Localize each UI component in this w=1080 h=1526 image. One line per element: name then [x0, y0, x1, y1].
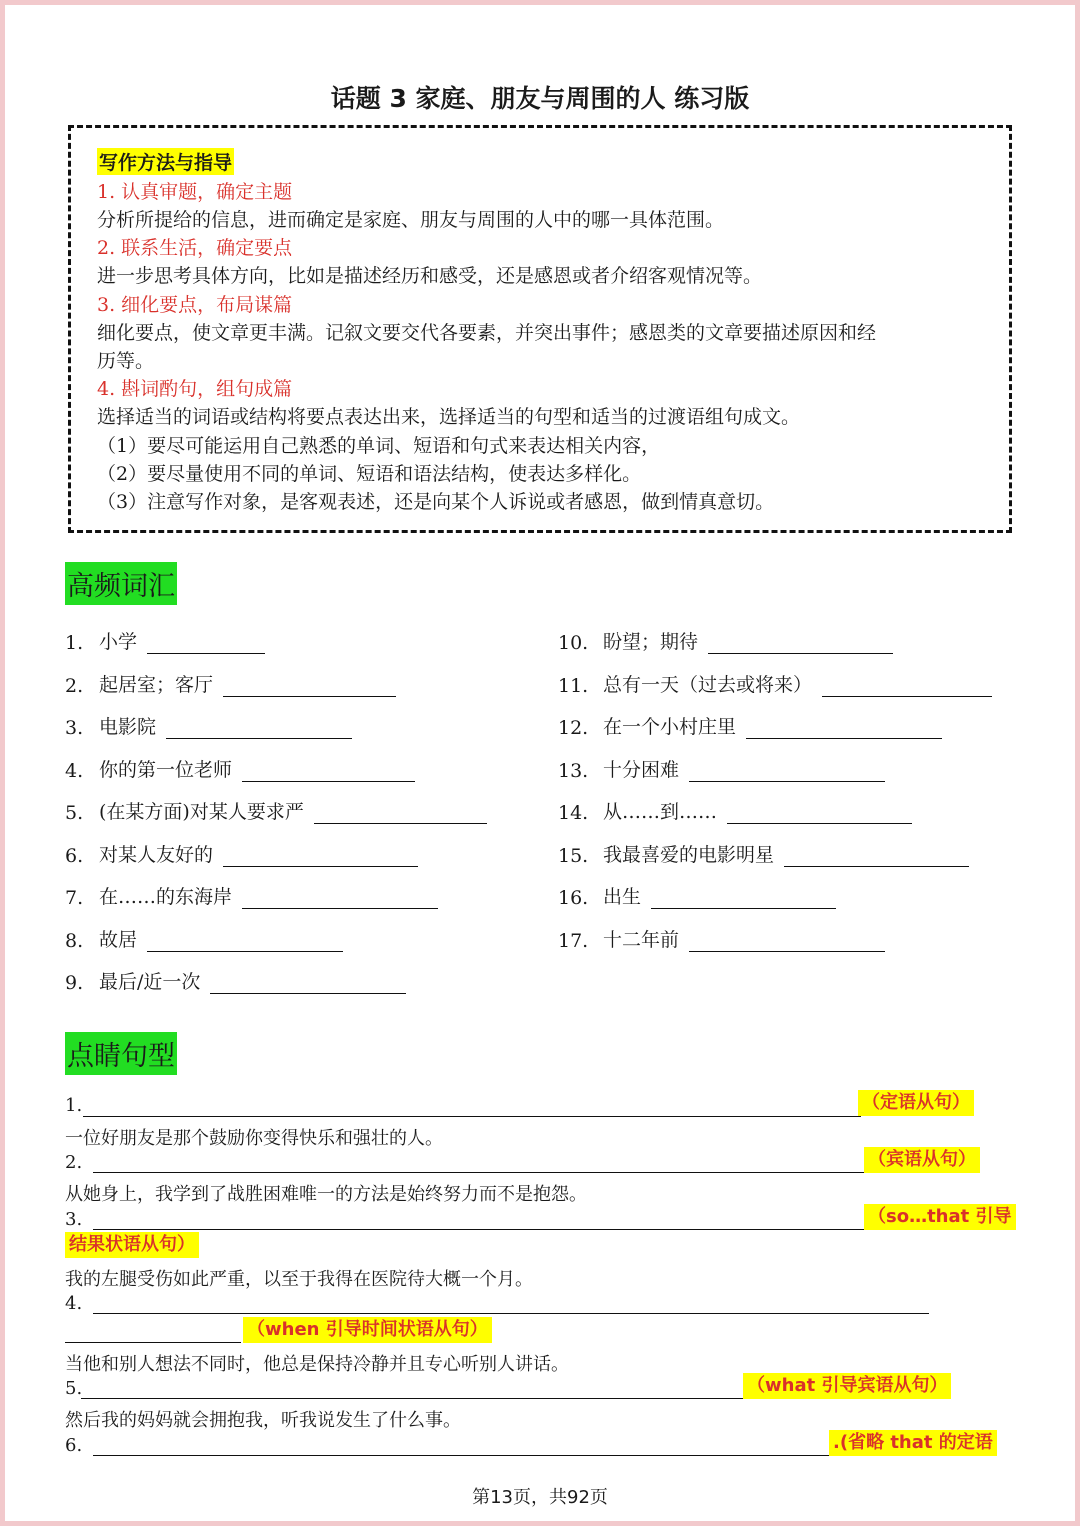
vocab-num: 10.: [558, 632, 589, 654]
vocab-item: [65, 840, 418, 867]
vocab-item: [558, 712, 942, 739]
answer-blank[interactable]: [784, 844, 969, 867]
answer-blank[interactable]: [822, 674, 992, 697]
vocab-item: [558, 755, 885, 782]
vocab-term: 十分困难: [603, 759, 680, 781]
vocab-item: [65, 670, 396, 697]
sentences-heading: 点睛句型: [65, 1032, 177, 1075]
vocab-term: 从……到……: [603, 801, 718, 823]
grammar-tag: （when 引导时间状语从句）: [243, 1317, 492, 1343]
vocab-term: 在一个小村庄里: [603, 716, 737, 738]
grammar-tag: （so…that 引导: [864, 1204, 1016, 1230]
vocab-num: 3.: [65, 717, 84, 739]
vocab-item: [558, 627, 893, 654]
grammar-tag: .(省略 that 的定语: [829, 1430, 997, 1456]
guide-text: （1）要尽可能运用自己熟悉的单词、短语和句式来表达相关内容，: [97, 435, 661, 457]
sentence-chinese: 一位好朋友是那个鼓励你变得快乐和强壮的人。: [65, 1128, 443, 1149]
vocab-item: [558, 797, 912, 824]
vocab-num: 8.: [65, 930, 84, 952]
grammar-tag: （what 引导宾语从句）: [743, 1373, 951, 1399]
guide-step-title: 3. 细化要点，布局谋篇: [97, 294, 293, 316]
sentence-num: 5.: [65, 1378, 83, 1399]
vocab-num: 14.: [558, 802, 589, 824]
sentence-chinese: 我的左腿受伤如此严重，以至于我得在医院待大概一个月。: [65, 1269, 533, 1290]
vocab-num: 1.: [65, 632, 84, 654]
answer-line[interactable]: [65, 1342, 241, 1343]
sentence-chinese: 当他和别人想法不同时，他总是保持冷静并且专心听别人讲话。: [65, 1354, 569, 1375]
vocab-item: [558, 882, 836, 909]
sentence-num: 3.: [65, 1209, 83, 1230]
vocab-term: 盼望；期待: [603, 631, 699, 653]
guide-text: （3）注意写作对象，是客观表述，还是向某个人诉说或者感恩，做到情真意切。: [97, 491, 775, 513]
answer-blank[interactable]: [242, 759, 415, 782]
vocab-item: [65, 755, 415, 782]
vocab-num: 13.: [558, 760, 589, 782]
vocab-num: 16.: [558, 887, 589, 909]
vocab-term: 你的第一位老师: [99, 759, 233, 781]
guide-heading: 写作方法与指导: [97, 148, 234, 175]
answer-blank[interactable]: [708, 631, 893, 654]
answer-blank[interactable]: [147, 929, 343, 952]
vocab-term: 电影院: [99, 716, 157, 738]
page-number: 第13页，共92页: [472, 1487, 608, 1508]
vocab-num: 7.: [65, 887, 84, 909]
vocab-heading: 高频词汇: [65, 562, 177, 605]
vocab-num: 2.: [65, 675, 84, 697]
vocab-num: 4.: [65, 760, 84, 782]
vocab-item: [65, 797, 487, 824]
vocab-num: 15.: [558, 845, 589, 867]
answer-line[interactable]: [93, 1313, 929, 1314]
answer-line[interactable]: [93, 1455, 829, 1456]
vocab-term: 我最喜爱的电影明星: [603, 844, 775, 866]
vocab-item: [65, 882, 438, 909]
sentence-num: 2.: [65, 1152, 83, 1173]
vocab-term: 起居室；客厅: [99, 674, 214, 696]
grammar-tag: （定语从句）: [858, 1090, 974, 1116]
page-title: 话题 3 家庭、朋友与周围的人 练习版: [330, 84, 750, 113]
answer-blank[interactable]: [689, 759, 885, 782]
sentence-num: 4.: [65, 1293, 83, 1314]
answer-blank[interactable]: [651, 886, 836, 909]
vocab-term: 出生: [603, 886, 642, 908]
grammar-tag: （宾语从句）: [864, 1147, 980, 1173]
guide-text: 历等。: [97, 350, 155, 372]
vocab-term: 小学: [99, 631, 138, 653]
grammar-tag: 结果状语从句）: [65, 1232, 199, 1258]
sentence-chinese: 然后我的妈妈就会拥抱我，听我说发生了什么事。: [65, 1410, 461, 1431]
answer-blank[interactable]: [689, 929, 885, 952]
guide-step-title: 2. 联系生活，确定要点: [97, 237, 293, 259]
vocab-term: 总有一天（过去或将来）: [603, 674, 813, 696]
vocab-num: 11.: [558, 675, 589, 697]
answer-blank[interactable]: [166, 716, 352, 739]
vocab-num: 9.: [65, 972, 84, 994]
answer-blank[interactable]: [210, 971, 406, 994]
answer-line[interactable]: [83, 1116, 861, 1117]
vocab-num: 17.: [558, 930, 589, 952]
vocab-term: 最后/近一次: [99, 971, 201, 993]
guide-step-title: 4. 斟词酌句，组句成篇: [97, 378, 293, 400]
guide-text: 细化要点，使文章更丰满。记叙文要交代各要素，并突出事件；感恩类的文章要描述原因和经: [97, 322, 877, 344]
sentence-num: 6.: [65, 1435, 83, 1456]
vocab-term: 对某人友好的: [99, 844, 214, 866]
guide-text: 进一步思考具体方向，比如是描述经历和感受，还是感恩或者介绍客观情况等。: [97, 265, 763, 287]
vocab-term: (在某方面)对某人要求严: [99, 801, 304, 823]
answer-line[interactable]: [93, 1172, 867, 1173]
vocab-item: [65, 627, 265, 654]
answer-blank[interactable]: [242, 886, 438, 909]
vocab-item: [558, 925, 885, 952]
vocab-num: 5.: [65, 802, 84, 824]
answer-blank[interactable]: [223, 844, 418, 867]
guide-text: 分析所提给的信息，进而确定是家庭、朋友与周围的人中的哪一具体范围。: [97, 209, 725, 231]
vocab-item: [65, 925, 343, 952]
answer-blank[interactable]: [727, 801, 912, 824]
sentence-chinese: 从她身上，我学到了战胜困难唯一的方法是始终努力而不是抱怨。: [65, 1184, 587, 1205]
answer-blank[interactable]: [746, 716, 942, 739]
vocab-item: [558, 840, 969, 867]
vocab-item: [65, 712, 352, 739]
guide-step-title: 1. 认真审题，确定主题: [97, 181, 293, 203]
answer-blank[interactable]: [314, 801, 487, 824]
guide-text: （2）要尽量使用不同的单词、短语和语法结构，使表达多样化。: [97, 463, 642, 485]
vocab-item: [65, 967, 406, 994]
vocab-term: 在……的东海岸: [99, 886, 233, 908]
vocab-num: 6.: [65, 845, 84, 867]
answer-blank[interactable]: [147, 631, 265, 654]
worksheet-page: [5, 5, 1075, 1521]
vocab-term: 十二年前: [603, 929, 680, 951]
answer-blank[interactable]: [223, 674, 396, 697]
vocab-item: [558, 670, 992, 697]
sentence-num: 1.: [65, 1095, 83, 1116]
answer-line[interactable]: [81, 1398, 746, 1399]
answer-line[interactable]: [93, 1229, 867, 1230]
guide-text: 选择适当的词语或结构将要点表达出来，选择适当的句型和适当的过渡语组句成文。: [97, 406, 801, 428]
vocab-num: 12.: [558, 717, 589, 739]
vocab-term: 故居: [99, 929, 138, 951]
